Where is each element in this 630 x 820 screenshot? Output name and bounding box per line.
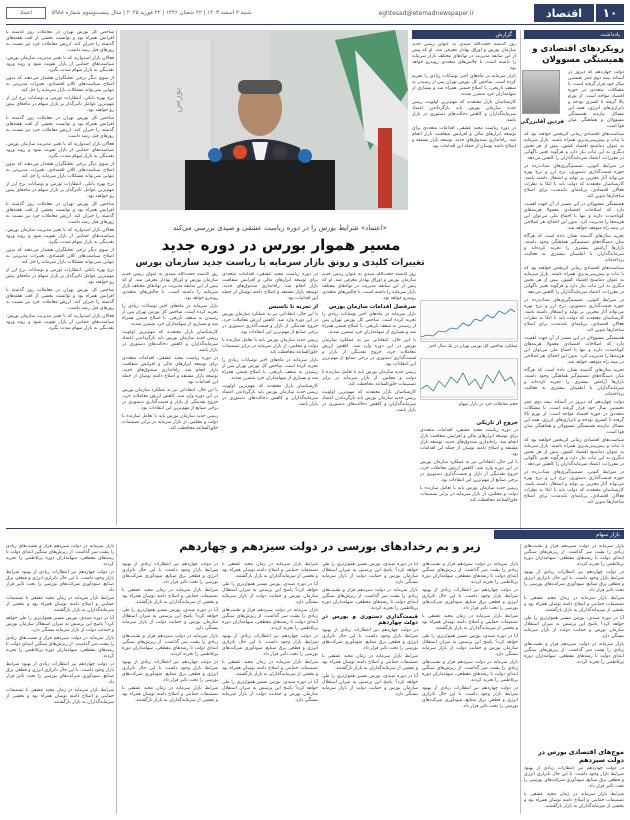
index-chart — [420, 300, 518, 342]
bottom-paragraph: شرایط بازار سرمایه در زمان مجید عشقی با تصمیمات حمایتی و اصلاح دامنه نوسان همراه بود و بخشی از سرمایه‌گذاران به بازار بازگشتند. — [6, 596, 114, 613]
bottom-headline: زیر و بم رخدادهای بورسی در دولت سیزدهم و چهاردهم — [179, 540, 481, 553]
bottom-paragraph: شرایط بازار سرمایه در زمان مجید عشقی با تصمیمات حمایتی و اصلاح دامنه نوسان همراه بود و بخشی از سرمایه‌گذاران به بازار بازگشتند. — [222, 562, 318, 579]
main-subhead: از تجربه تا تاسیس — [268, 304, 318, 310]
volume-line-chart — [419, 359, 517, 401]
bottom-paragraph: شرایط بازار سرمایه در زمان مجید عشقی با تصمیمات حمایتی و اصلاح دامنه نوسان همراه بود و بخشی از سرمایه‌گذاران به بازار بازگشتند. — [122, 588, 218, 605]
main-paragraph: با این حال، انتقاداتی نیز به عملکرد سازمان بورس در این دوره وارد شد. کاهش ارزش معاملات خرد، خروج نقدینگی از بازار و قیمت‌گذاری دستوری در برخی صنایع از مهم‌ترین این انتقادات بود. — [322, 338, 416, 367]
bottom-paragraph: شرایط بازار سرمایه در زمان مجید عشقی با تصمیمات حمایتی و اصلاح دامنه نوسان همراه بود و بخشی از سرمایه‌گذاران به بازار بازگشتند. — [422, 614, 518, 631]
bottom-tag: بازار سهام — [494, 530, 624, 539]
left-paragraph: شاخص کل بورس تهران در معاملات روز گذشته با افزایش همراه بود و توانست بخشی از افت هفته‌های گذشته را جبران کند. ارزش معاملات خرد نیز نسبت به روزهای قبل رشد داشت. — [6, 288, 114, 311]
index-line-chart — [419, 301, 517, 343]
note-paragraph: تجربه سال‌های گذشته نشان داده است که هرگاه میان دستگاه‌های تصمیم‌گیر هماهنگی وجود داشته، بازارها آرامش بیشتری را تجربه کرده‌اند و سرمایه‌گذاران با اطمینان بیشتری به فعالیت پرداخته‌اند. — [524, 368, 624, 397]
author-photo — [522, 70, 560, 114]
main-paragraph: در دوره ریاست مجید عشقی، اقدامات متعددی برای توسعه ابزارهای مالی و افزایش شفافیت بازار انجام شد. راه‌اندازی صندوق‌های جدید، توسعه بازار مشتقه و اصلاح دامنه نوسان از جمله این اقدامات بود. — [222, 272, 318, 301]
bottom-paragraph: بازار سرمایه در دولت سیزدهم فراز و نشیب‌های زیادی را پشت سر گذاشت. از ریزش‌های سنگین ابتدای دولت تا رشدهای مقطعی، سهامداران دوره پرتلاطمی را تجربه کردند. — [524, 544, 624, 567]
main-kicker: «اعتماد» شرایط بورس را در دوره ریاست عشقی و صیدی بررسی می‌کند — [173, 224, 387, 232]
bottom-paragraph: بازار سرمایه در دولت سیزدهم فراز و نشیب‌های زیادی را پشت سر گذاشت. از ریزش‌های سنگین ابتدای دولت تا رشدهای مقطعی، سهامداران دوره پرتلاطمی را تجربه کردند. — [322, 588, 418, 611]
section-label: اقتصاد — [534, 4, 594, 22]
main-col-c — [322, 272, 416, 527]
main-paragraph: بازار سرمایه در ماه‌های اخیر نوسانات زیادی را تجربه کرده است. شاخص کل بورس تهران پس از رسیدن به سقف تاریخی، با اصلاح قیمتی همراه شد و بسیاری از سهامداران خرد متضرر شدند. — [122, 304, 218, 327]
note-paragraph: در شرایط کنونی، تصمیم‌گیری‌های شتاب‌زده در حوزه قیمت‌گذاری دستوری، نرخ ارز و نرخ بهره می‌تواند آثار مخربی بر تولید و اشتغال داشته باشد. کارشناسان معتقدند که دولت باید با اتکا به نظرات فعالان اقتصادی، برنامه‌ای بلندمدت برای اصلاح ساختارها تدوین کند. — [524, 164, 624, 199]
bottom-paragraph: بازار سرمایه در دولت سیزدهم فراز و نشیب‌های زیادی را پشت سر گذاشت. از ریزش‌های سنگین ابتدای دولت تا رشدهای مقطعی، سهامداران دوره پرتلاطمی را تجربه کردند. — [122, 634, 218, 657]
masthead — [6, 4, 624, 22]
bottom-col-d — [422, 562, 518, 814]
left-paragraph: فعالان بازار امیدوارند که با تغییر مدیریت سازمان بورس، سیاست‌های حمایتی از بازار تقویت شود و روند ورود نقدینگی به بازار سهام شدت بگیرد. — [6, 56, 114, 73]
section-email[interactable]: eghtesad@etemadnewspaper.ir — [378, 9, 474, 17]
bottom-paragraph: در دولت چهاردهم نیز انتظارات زیادی از بهبود شرایط بازار وجود داشت. با این حال ناترازی انرژی و قطعی برق صنایع، سودآوری شرکت‌های بورسی را تحت تاثیر قرار داد. — [122, 562, 218, 585]
note-paragraph: همبستگی مسوولان در این مسیر از آن جهت اهمیت دارد که اصلاحات اقتصادی معمولا هزینه‌های کوتاه‌مدت دارند و تنها با اجماع ملی می‌توان این هزینه‌ها را مدیریت کرد. بدون این اجماع، هر اصلاحی در نیمه راه متوقف خواهد شد. — [524, 336, 624, 365]
main-paragraph: با این حال، انتقاداتی نیز به عملکرد سازمان بورس در این دوره وارد شد. کاهش ارزش معاملات خرد، خروج نقدینگی از بازار و قیمت‌گذاری دستوری در برخی صنایع از مهم‌ترین این انتقادات بود. — [122, 388, 218, 411]
note-paragraph: سیاست‌های اقتصادی زمانی اثربخش خواهند بود که با ثبات و پیش‌بینی‌پذیری همراه باشند. بازار سرمایه به عنوان دماسنج اقتصاد کشور، بیش از هر بخش دیگری به این ثبات نیاز دارد و هرگونه تغییر ناگهانی در مقررات، اعتماد سرمایه‌گذاران را کاهش می‌دهد. — [524, 438, 624, 467]
note-body — [524, 132, 624, 524]
bottom-paragraph: بازار سرمایه در دولت سیزدهم فراز و نشیب‌های زیادی را پشت سر گذاشت. از ریزش‌های سنگین ابتدای دولت تا رشدهای مقطعی، سهامداران دوره پرتلاطمی را تجربه کردند. — [422, 562, 518, 585]
report-tag: گزارش — [412, 30, 516, 39]
main-headline: مسیر هموار بورس در دوره جدید — [161, 236, 401, 254]
bottom-paragraph: در دولت چهاردهم نیز انتظارات زیادی از بهبود شرایط بازار وجود داشت. با این حال ناترازی انرژی و قطعی برق صنایع، سودآوری شرکت‌های بورسی را تحت تاثیر قرار داد. — [6, 662, 114, 685]
left-paragraph: شاخص کل بورس تهران در معاملات روز گذشته با افزایش همراه بود و توانست بخشی از افت هفته‌های گذشته را جبران کند. ارزش معاملات خرد نیز نسبت به روزهای قبل رشد داشت. — [6, 116, 114, 139]
bottom-col-b — [222, 562, 318, 814]
bottom-paragraph: آیا در دوره صیدی، بورس مسیر هموارتری را طی خواهد کرد؟ پاسخ این پرسش به میزان استقلال سازمان بورس و حمایت دولت از بازار سرمایه بستگی دارد. — [524, 616, 624, 639]
column-divider — [116, 544, 117, 814]
report-paragraph: در دوره ریاست مجید عشقی، اقدامات متعددی برای توسعه ابزارهای مالی و افزایش شفافیت بازار انجام شد. راه‌اندازی صندوق‌های جدید، توسعه بازار مشتقه و اصلاح دامنه نوسان از جمله این اقدامات بود. — [412, 126, 516, 149]
bottom-paragraph: شرایط بازار سرمایه در زمان مجید عشقی با تصمیمات حمایتی و اصلاح دامنه نوسان همراه بود و بخشی از سرمایه‌گذاران به بازار بازگشتند. — [524, 596, 624, 613]
date-line: شنبه ۴ اسفند ۱۴۰۳ | ۲۲ شعبان ۱۴۴۶ | ۲۲ فوریه ۲۰۲۵ | سال بیست‌وسوم شماره ۵۹۸۸ — [52, 10, 252, 16]
bottom-col-a — [122, 562, 218, 814]
note-paragraph: دولت چهاردهم که دیروز در آستانه نیمه دوم عمر نخستین سال خود قرار گرفته است، با مشکلات متعددی در حوزه اقتصاد مواجه است. از تورم بالا گرفته تا کسری بودجه و ناترازی‌های انرژی، همه این مسائل نیازمند همبستگی مسوولان و هماهنگی میان قوا است. — [568, 70, 624, 129]
main-col-d — [420, 418, 518, 526]
note-intro — [568, 70, 624, 130]
chart-caption: عملکرد شاخص کل بورس تهران در یک سال اخیر — [428, 344, 518, 349]
main-paragraph: کارشناسان بازار معتقدند که مهم‌ترین اولویت رییس جدید سازمان بورس باید بازگرداندن اعتماد سرمایه‌گذاران و کاهش دخالت‌های دستوری در بازار باشد. — [322, 390, 416, 413]
left-paragraph: فعالان بازار امیدوارند که با تغییر مدیریت سازمان بورس، سیاست‌های حمایتی از بازار تقویت شود و روند ورود نقدینگی به بازار سهام شدت بگیرد. — [6, 228, 114, 245]
bottom-paragraph: در دولت چهاردهم نیز انتظارات زیادی از بهبود شرایط بازار وجود داشت. با این حال ناترازی انرژی و قطعی برق صنایع، سودآوری شرکت‌های بورسی را تحت تاثیر قرار داد. — [422, 686, 518, 709]
bottom-paragraph: آیا در دوره صیدی، بورس مسیر هموارتری را طی خواهد کرد؟ پاسخ این پرسش به میزان استقلال سازمان بورس و حمایت دولت از بازار سرمایه بستگی دارد. — [222, 582, 318, 605]
main-subhead: خروج از تاریکی — [476, 420, 518, 426]
bottom-left-text — [6, 544, 114, 814]
bottom-paragraph: آیا در دوره صیدی، بورس مسیر هموارتری را طی خواهد کرد؟ پاسخ این پرسش به میزان استقلال سازمان بورس و حمایت دولت از بازار سرمایه بستگی دارد. — [222, 680, 318, 703]
main-paragraph: کارشناسان بازار معتقدند که مهم‌ترین اولویت رییس جدید سازمان بورس باید بازگرداندن اعتماد سرمایه‌گذاران و کاهش دخالت‌های دستوری در بازار باشد. — [122, 330, 218, 353]
bottom-paragraph: بازار سرمایه در دولت سیزدهم فراز و نشیب‌های زیادی را پشت سر گذاشت. از ریزش‌های سنگین ابتدای دولت تا رشدهای مقطعی، سهامداران دوره پرتلاطمی را تجربه کردند. — [524, 642, 624, 665]
bottom-paragraph: بازار سرمایه در دولت سیزدهم فراز و نشیب‌های زیادی را پشت سر گذاشت. از ریزش‌های سنگین ابتدای دولت تا رشدهای مقطعی، سهامداران دوره پرتلاطمی را تجربه کردند. — [422, 660, 518, 683]
main-paragraph: رییس جدید سازمان بورس باید با تعامل سازنده با دولت و مجلس، از بازار سرمایه در برابر تصمیمات خلق‌الساعه محافظت کند. — [222, 338, 318, 355]
column-divider — [116, 30, 117, 525]
main-subheadline: تغییرات کلیدی و رونق بازار سرمایه با ریاست جدید سازمان بورس — [135, 258, 425, 268]
bottom-paragraph: آیا در دوره صیدی، بورس مسیر هموارتری را طی خواهد کرد؟ پاسخ این پرسش به میزان استقلال سازمان بورس و حمایت دولت از بازار سرمایه بستگی دارد. — [322, 562, 418, 585]
bottom-paragraph: آیا در دوره صیدی، بورس مسیر هموارتری را طی خواهد کرد؟ پاسخ این پرسش به میزان استقلال سازمان بورس و حمایت دولت از بازار سرمایه بستگی دارد. — [122, 608, 218, 631]
left-paragraph: از سوی دیگر برخی تحلیلگران هشدار می‌دهند که بدون اصلاح سیاست‌های کلان اقتصادی، تغییرات مدیریتی به تنهایی نمی‌تواند مشکلات بازار سرمایه را حل کند. — [6, 76, 114, 93]
bottom-paragraph: شرایط بازار سرمایه در زمان مجید عشقی با تصمیمات حمایتی و اصلاح دامنه نوسان همراه بود و بخشی از سرمایه‌گذاران به بازار بازگشتند. — [322, 654, 418, 671]
note-tag: یادداشت — [524, 30, 624, 39]
bottom-paragraph: بازار سرمایه در دولت سیزدهم فراز و نشیب‌های زیادی را پشت سر گذاشت. از ریزش‌های سنگین ابتدای دولت تا رشدهای مقطعی، سهامداران دوره پرتلاطمی را تجربه کردند. — [6, 636, 114, 659]
bottom-paragraph: آیا در دوره صیدی، بورس مسیر هموارتری را طی خواهد کرد؟ پاسخ این پرسش به میزان استقلال سازمان بورس و حمایت دولت از بازار سرمایه بستگی دارد. — [6, 616, 114, 633]
top-rule — [6, 24, 624, 25]
main-paragraph: روز گذشته حجت‌الله صیدی به عنوان رییس جدید سازمان بورس و اوراق بهادار معرفی شد. او که پیش از این سابقه مدیریت در نهادهای مختلف بازار سرمایه را داشته است، با چالش‌های متعددی روبه‌رو خواهد بود. — [122, 272, 218, 301]
note-paragraph: سیاست‌های اقتصادی زمانی اثربخش خواهند بود که با ثبات و پیش‌بینی‌پذیری همراه باشند. بازار سرمایه به عنوان دماسنج اقتصاد کشور، بیش از هر بخش دیگری به این ثبات نیاز دارد و هرگونه تغییر ناگهانی در مقررات، اعتماد سرمایه‌گذاران را کاهش می‌دهد. — [524, 266, 624, 295]
main-photo — [120, 30, 408, 210]
left-paragraph: نرخ بهره بانکی، انتظارات تورمی و نوسانات نرخ ارز از مهم‌ترین عوامل تاثیرگذار بر بازار سهام در ماه‌های پیش رو خواهند بود. — [6, 96, 114, 113]
bottom-box-text — [524, 766, 624, 814]
bottom-subhead: قیمت‌گذاری دستوری و بورس در دولت چهاردهم — [322, 614, 418, 626]
main-col-b — [222, 272, 318, 527]
bottom-rule — [6, 528, 624, 529]
main-paragraph: رییس جدید سازمان بورس باید با تعامل سازنده با دولت و مجلس، از بازار سرمایه در برابر تصمیمات خلق‌الساعه محافظت کند. — [122, 414, 218, 431]
bottom-paragraph: شرایط بازار سرمایه در زمان مجید عشقی با تصمیمات حمایتی و اصلاح دامنه نوسان همراه بود و بخشی از سرمایه‌گذاران به بازار بازگشتند. — [6, 688, 114, 705]
left-paragraph: شاخص کل بورس تهران در معاملات روز گذشته با افزایش همراه بود و توانست بخشی از افت هفته‌های گذشته را جبران کند. ارزش معاملات خرد نیز نسبت به روزهای قبل رشد داشت. — [6, 30, 114, 53]
main-paragraph: رییس جدید سازمان بورس باید با تعامل سازنده با دولت و مجلس، از بازار سرمایه در برابر تصمیمات خلق‌الساعه محافظت کند. — [420, 486, 518, 503]
report-lead — [412, 42, 516, 220]
bottom-paragraph: بازار سرمایه در دولت سیزدهم فراز و نشیب‌های زیادی را پشت سر گذاشت. از ریزش‌های سنگین ابتدای دولت تا رشدهای مقطعی، سهامداران دوره پرتلاطمی را تجربه کردند. — [6, 544, 114, 567]
bottom-paragraph: در دولت چهاردهم نیز انتظارات زیادی از بهبود شرایط بازار وجود داشت. با این حال ناترازی انرژی و قطعی برق صنایع، سودآوری شرکت‌های بورسی را تحت تاثیر قرار داد. — [422, 588, 518, 611]
note-paragraph: همبستگی مسوولان در این مسیر از آن جهت اهمیت دارد که اصلاحات اقتصادی معمولا هزینه‌های کوتاه‌مدت دارند و تنها با اجماع ملی می‌توان این هزینه‌ها را مدیریت کرد. بدون این اجماع، هر اصلاحی در نیمه راه متوقف خواهد شد. — [524, 202, 624, 231]
volume-chart — [420, 358, 518, 400]
bottom-paragraph: شرایط بازار سرمایه در زمان مجید عشقی با تصمیمات حمایتی و اصلاح دامنه نوسان همراه بود و بخشی از سرمایه‌گذاران به بازار بازگشتند. — [222, 660, 318, 677]
note-paragraph: دولت چهاردهم که دیروز در آستانه نیمه دوم عمر نخستین سال خود قرار گرفته است، با مشکلات متعددی در حوزه اقتصاد مواجه است. از تورم بالا گرفته تا کسری بودجه و ناترازی‌های انرژی، همه این مسائل نیازمند همبستگی مسوولان و هماهنگی میان قوا است. — [524, 400, 624, 435]
left-paragraph: فعالان بازار امیدوارند که با تغییر مدیریت سازمان بورس، سیاست‌های حمایتی از بازار تقویت شود و روند ورود نقدینگی به بازار سهام شدت بگیرد. — [6, 314, 114, 331]
left-paragraph: فعالان بازار امیدوارند که با تغییر مدیریت سازمان بورس، سیاست‌های حمایتی از بازار تقویت شود و روند ورود نقدینگی به بازار سهام شدت بگیرد. — [6, 142, 114, 159]
report-paragraph: روز گذشته حجت‌الله صیدی به عنوان رییس جدید سازمان بورس و اوراق بهادار معرفی شد. او که پیش از این سابقه مدیریت در نهادهای مختلف بازار سرمایه را داشته است، با چالش‌های متعددی روبه‌رو خواهد بود. — [412, 42, 516, 71]
note-paragraph: در شرایط کنونی، تصمیم‌گیری‌های شتاب‌زده در حوزه قیمت‌گذاری دستوری، نرخ ارز و نرخ بهره می‌تواند آثار مخربی بر تولید و اشتغال داشته باشد. کارشناسان معتقدند که دولت باید با اتکا به نظرات فعالان اقتصادی، برنامه‌ای بلندمدت برای اصلاح ساختارها تدوین کند. — [524, 298, 624, 333]
bottom-right-text — [524, 544, 624, 744]
main-subhead: سرفصل اقدامات سازمان بورس — [328, 304, 416, 310]
column-divider — [520, 544, 521, 814]
bottom-paragraph: آیا در دوره صیدی، بورس مسیر هموارتری را طی خواهد کرد؟ پاسخ این پرسش به میزان استقلال سازمان بورس و حمایت دولت از بازار سرمایه بستگی دارد. — [422, 634, 518, 657]
left-paragraph: شاخص کل بورس تهران در معاملات روز گذشته با افزایش همراه بود و توانست بخشی از افت هفته‌های گذشته را جبران کند. ارزش معاملات خرد نیز نسبت به روزهای قبل رشد داشت. — [6, 202, 114, 225]
bottom-paragraph: در دولت چهاردهم نیز انتظارات زیادی از بهبود شرایط بازار وجود داشت. با این حال ناترازی انرژی و قطعی برق صنایع، سودآوری شرکت‌های بورسی را تحت تاثیر قرار داد. — [524, 766, 624, 789]
left-paragraph: از سوی دیگر برخی تحلیلگران هشدار می‌دهند که بدون اصلاح سیاست‌های کلان اقتصادی، تغییرات مدیریتی به تنهایی نمی‌تواند مشکلات بازار سرمایه را حل کند. — [6, 248, 114, 265]
svg-text:بورس: بورس — [172, 87, 183, 113]
report-paragraph: بازار سرمایه در ماه‌های اخیر نوسانات زیادی را تجربه کرده است. شاخص کل بورس تهران پس از رسیدن به سقف تاریخی، با اصلاح قیمتی همراه شد و بسیاری از سهامداران خرد متضرر شدند. — [412, 74, 516, 97]
left-column-text — [6, 30, 114, 525]
chart-caption: حجم معاملات خرد در بازار سهام — [458, 402, 518, 407]
main-paragraph: در دوره ریاست مجید عشقی، اقدامات متعددی برای توسعه ابزارهای مالی و افزایش شفافیت بازار انجام شد. راه‌اندازی صندوق‌های جدید، توسعه بازار مشتقه و اصلاح دامنه نوسان از جمله این اقدامات بود. — [420, 428, 518, 457]
note-title: رویکردهای اقتصادی و همبستگی مسوولان — [532, 44, 624, 65]
author-name: فردین آقابزرگی — [520, 119, 564, 125]
bottom-paragraph: بازار سرمایه در دولت سیزدهم فراز و نشیب‌های زیادی را پشت سر گذاشت. از ریزش‌های سنگین ابتدای دولت تا رشدهای مقطعی، سهامداران دوره پرتلاطمی را تجربه کردند. — [222, 608, 318, 631]
press-conference-photo — [120, 30, 408, 210]
bottom-paragraph: آیا در دوره صیدی، بورس مسیر هموارتری را طی خواهد کرد؟ پاسخ این پرسش به میزان استقلال سازمان بورس و حمایت دولت از بازار سرمایه بستگی دارد. — [322, 674, 418, 697]
newspaper-logo: اعتماد — [6, 7, 46, 19]
note-paragraph: در شرایط کنونی، تصمیم‌گیری‌های شتاب‌زده در حوزه قیمت‌گذاری دستوری، نرخ ارز و نرخ بهره می‌تواند آثار مخربی بر تولید و اشتغال داشته باشد. کارشناسان معتقدند که دولت باید با اتکا به نظرات فعالان اقتصادی، برنامه‌ای بلندمدت برای اصلاح ساختارها تدوین کند. — [524, 470, 624, 505]
bottom-paragraph: شرایط بازار سرمایه در زمان مجید عشقی با تصمیمات حمایتی و اصلاح دامنه نوسان همراه بود و بخشی از سرمایه‌گذاران به بازار بازگشتند. — [524, 792, 624, 809]
main-paragraph: رییس جدید سازمان بورس باید با تعامل سازنده با دولت و مجلس، از بازار سرمایه در برابر تصمیمات خلق‌الساعه محافظت کند. — [322, 370, 416, 387]
main-paragraph: در دوره ریاست مجید عشقی، اقدامات متعددی برای توسعه ابزارهای مالی و افزایش شفافیت بازار انجام شد. راه‌اندازی صندوق‌های جدید، توسعه بازار مشتقه و اصلاح دامنه نوسان از جمله این اقدامات بود. — [122, 356, 218, 385]
left-paragraph: از سوی دیگر برخی تحلیلگران هشدار می‌دهند که بدون اصلاح سیاست‌های کلان اقتصادی، تغییرات مدیریتی به تنهایی نمی‌تواند مشکلات بازار سرمایه را حل کند. — [6, 162, 114, 179]
column-divider — [520, 30, 521, 530]
note-paragraph: سیاست‌های اقتصادی زمانی اثربخش خواهند بود که با ثبات و پیش‌بینی‌پذیری همراه باشند. بازار سرمایه به عنوان دماسنج اقتصاد کشور، بیش از هر بخش دیگری به این ثبات نیاز دارد و هرگونه تغییر ناگهانی در مقررات، اعتماد سرمایه‌گذاران را کاهش می‌دهد. — [524, 132, 624, 161]
left-paragraph: نرخ بهره بانکی، انتظارات تورمی و نوسانات نرخ ارز از مهم‌ترین عوامل تاثیرگذار بر بازار سهام در ماه‌های پیش رو خواهند بود. — [6, 182, 114, 199]
main-paragraph: روز گذشته حجت‌الله صیدی به عنوان رییس جدید سازمان بورس و اوراق بهادار معرفی شد. او که پیش از این سابقه مدیریت در نهادهای مختلف بازار سرمایه را داشته است، با چالش‌های متعددی روبه‌رو خواهد بود. — [322, 272, 416, 301]
main-paragraph: با این حال، انتقاداتی نیز به عملکرد سازمان بورس در این دوره وارد شد. کاهش ارزش معاملات خرد، خروج نقدینگی از بازار و قیمت‌گذاری دستوری در برخی صنایع از مهم‌ترین این انتقادات بود. — [420, 460, 518, 483]
bottom-paragraph: در دولت چهاردهم نیز انتظارات زیادی از بهبود شرایط بازار وجود داشت. با این حال ناترازی انرژی و قطعی برق صنایع، سودآوری شرکت‌های بورسی را تحت تاثیر قرار داد. — [222, 634, 318, 657]
main-paragraph: با این حال، انتقاداتی نیز به عملکرد سازمان بورس در این دوره وارد شد. کاهش ارزش معاملات خرد، خروج نقدینگی از بازار و قیمت‌گذاری دستوری در برخی صنایع از مهم‌ترین این انتقادات بود. — [222, 312, 318, 335]
bottom-paragraph: در دولت چهاردهم نیز انتظارات زیادی از بهبود شرایط بازار وجود داشت. با این حال ناترازی انرژی و قطعی برق صنایع، سودآوری شرکت‌های بورسی را تحت تاثیر قرار داد. — [122, 660, 218, 683]
report-paragraph: کارشناسان بازار معتقدند که مهم‌ترین اولویت رییس جدید سازمان بورس باید بازگرداندن اعتماد سرمایه‌گذاران و کاهش دخالت‌های دستوری در بازار باشد. — [412, 100, 516, 123]
main-paragraph: کارشناسان بازار معتقدند که مهم‌ترین اولویت رییس جدید سازمان بورس باید بازگرداندن اعتماد سرمایه‌گذاران و کاهش دخالت‌های دستوری در بازار باشد. — [222, 384, 318, 407]
bottom-paragraph: شرایط بازار سرمایه در زمان مجید عشقی با تصمیمات حمایتی و اصلاح دامنه نوسان همراه بود و بخشی از سرمایه‌گذاران به بازار بازگشتند. — [122, 686, 218, 703]
bottom-paragraph: در دولت چهاردهم نیز انتظارات زیادی از بهبود شرایط بازار وجود داشت. با این حال ناترازی انرژی و قطعی برق صنایع، سودآوری شرکت‌های بورسی را تحت تاثیر قرار داد. — [6, 570, 114, 593]
note-paragraph: تجربه سال‌های گذشته نشان داده است که هرگاه میان دستگاه‌های تصمیم‌گیر هماهنگی وجود داشته، بازارها آرامش بیشتری را تجربه کرده‌اند و سرمایه‌گذاران با اطمینان بیشتری به فعالیت پرداخته‌اند. — [524, 234, 624, 263]
bottom-paragraph: در دولت چهاردهم نیز انتظارات زیادی از بهبود شرایط بازار وجود داشت. با این حال ناترازی انرژی و قطعی برق صنایع، سودآوری شرکت‌های بورسی را تحت تاثیر قرار داد. — [322, 628, 418, 651]
bottom-paragraph: در دولت چهاردهم نیز انتظارات زیادی از بهبود شرایط بازار وجود داشت. با این حال ناترازی انرژی و قطعی برق صنایع، سودآوری شرکت‌های بورسی را تحت تاثیر قرار داد. — [524, 570, 624, 593]
main-paragraph: بازار سرمایه در ماه‌های اخیر نوسانات زیادی را تجربه کرده است. شاخص کل بورس تهران پس از رسیدن به سقف تاریخی، با اصلاح قیمتی همراه شد و بسیاری از سهامداران خرد متضرر شدند. — [222, 358, 318, 381]
bottom-col-c — [322, 562, 418, 814]
main-paragraph: بازار سرمایه در ماه‌های اخیر نوسانات زیادی را تجربه کرده است. شاخص کل بورس تهران پس از رسیدن به سقف تاریخی، با اصلاح قیمتی همراه شد و بسیاری از سهامداران خرد متضرر شدند. — [322, 312, 416, 335]
page-number: ۱۰ — [596, 4, 624, 22]
left-paragraph: نرخ بهره بانکی، انتظارات تورمی و نوسانات نرخ ارز از مهم‌ترین عوامل تاثیرگذار بر بازار سهام در ماه‌های پیش رو خواهند بود. — [6, 268, 114, 285]
bottom-box-title: موج‌های اقتصادی بورس در دولت سیزدهم — [537, 748, 624, 764]
main-col-a — [122, 272, 218, 527]
